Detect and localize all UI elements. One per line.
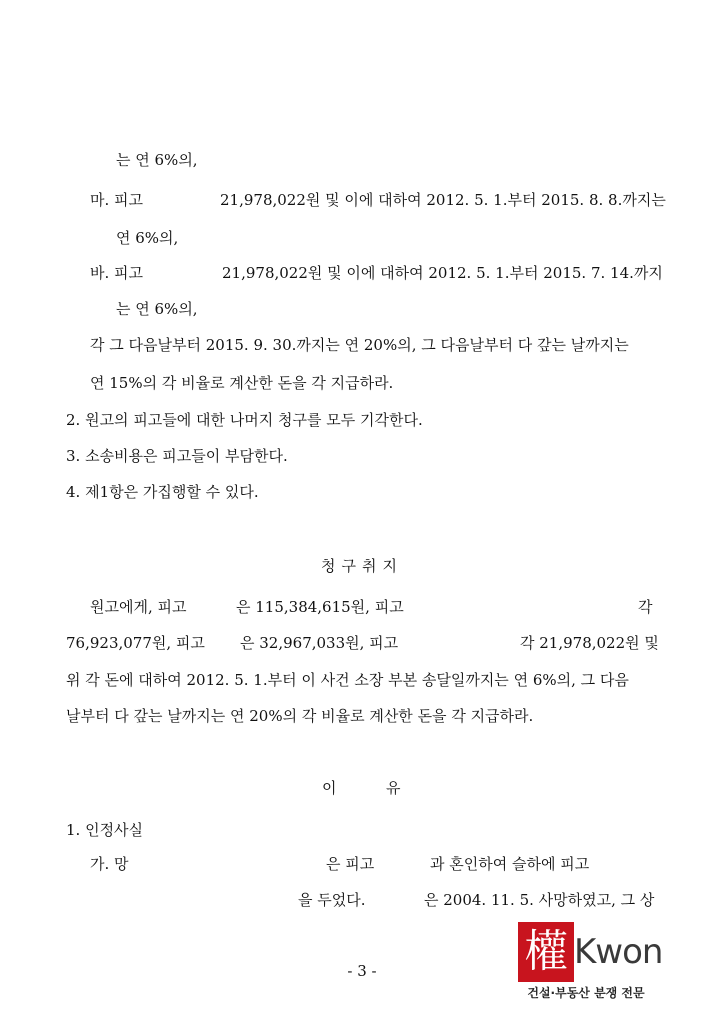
reason-cont-a: 을 두었다. [298, 891, 366, 909]
firm-logo-tagline: 건설·부동산 분쟁 전문 [527, 986, 645, 1000]
order-line: 는 연 6%의, [116, 151, 198, 169]
claim-title: 청구취지 [321, 557, 403, 575]
reason-section-1: 1. 인정사실 [66, 821, 144, 839]
order-item-ba [222, 263, 663, 283]
reason-title-a: 이 [322, 779, 337, 797]
order-item-3: 3. 소송비용은 피고들이 부담한다. [66, 447, 288, 465]
reason-ga-a: 가. 망 [90, 855, 129, 873]
order-item-4: 4. 제1항은 가집행할 수 있다. [66, 483, 259, 501]
page-number: - 3 - [347, 962, 377, 980]
firm-logo-word: Kwon [574, 932, 663, 972]
claim-line-3: 위 각 돈에 대하여 2012. 5. 1.부터 이 사건 소장 부본 송달일까지는 연 6%의, 그 다음 [66, 671, 629, 689]
order-item-ma [220, 190, 666, 210]
claim-line-1b: 은 115,384,615원, 피고 [236, 598, 404, 616]
firm-logo [518, 920, 663, 1000]
claim-line-4: 날부터 다 갚는 날까지는 연 20%의 각 비율로 계산한 돈을 각 지급하라. [66, 707, 534, 725]
order-item-ba-prefix: 바. 피고 [90, 264, 144, 282]
reason-ga-b: 은 피고 [326, 855, 375, 873]
reason-cont-b: 은 2004. 11. 5. 사망하였고, 그 상 [424, 891, 655, 909]
claim-line-2c: 각 21,978,022원 및 [520, 634, 659, 652]
claim-line-1c: 각 [638, 598, 653, 616]
order-item-2: 2. 원고의 피고들에 대한 나머지 청구를 모두 기각한다. [66, 411, 423, 429]
firm-logo-glyph: 權 [518, 922, 574, 982]
order-item-ba-cont: 는 연 6%의, [116, 300, 198, 318]
claim-line-2a: 76,923,077원, 피고 [66, 634, 205, 652]
order-common-line-1: 각 그 다음날부터 2015. 9. 30.까지는 연 20%의, 그 다음날부터 다 갚는 날까지는 [90, 336, 629, 354]
order-item-ba-text: 21,978,022원 및 이에 대하여 2012. 5. 1.부터 2015. 7. 14.까지 [222, 264, 663, 282]
reason-ga-c: 과 혼인하여 슬하에 피고 [430, 855, 590, 873]
claim-line-2b: 은 32,967,033원, 피고 [240, 634, 399, 652]
claim-line-1a: 원고에게, 피고 [90, 598, 187, 616]
order-common-line-2: 연 15%의 각 비율로 계산한 돈을 각 지급하라. [90, 374, 394, 392]
reason-title-b: 유 [386, 779, 401, 797]
order-item-ma-text: 21,978,022원 및 이에 대하여 2012. 5. 1.부터 2015. 8. 8.까지는 [220, 191, 666, 209]
order-item-ma-cont: 연 6%의, [116, 229, 179, 247]
order-item-ma-prefix: 마. 피고 [90, 191, 144, 209]
